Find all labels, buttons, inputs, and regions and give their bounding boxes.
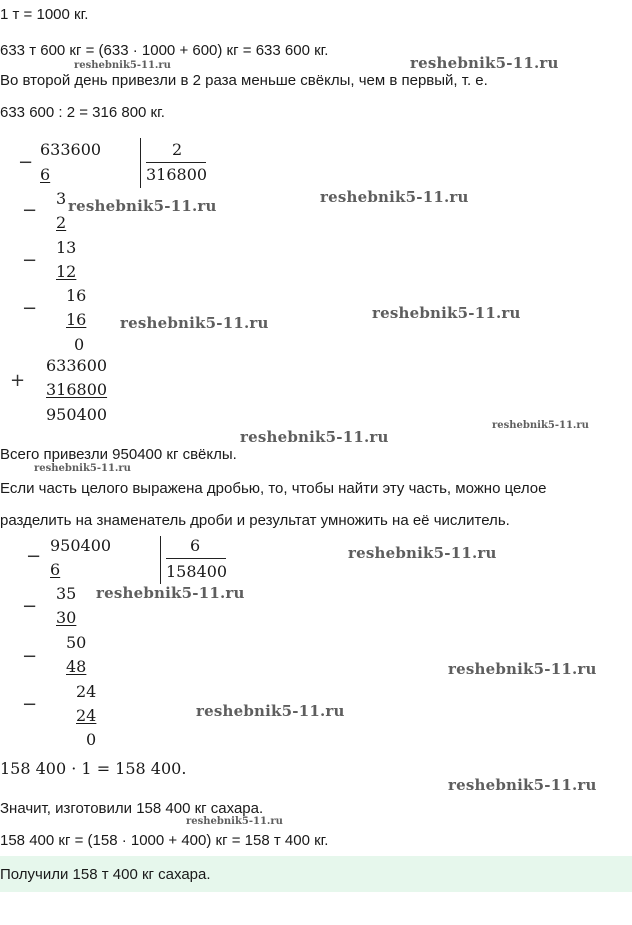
step-subtrahend: 12 [56, 262, 77, 281]
answer-text: Получили 158 т 400 кг сахара. [0, 866, 211, 883]
step-subtrahend: 16 [66, 310, 87, 329]
minus-sign: − [22, 250, 38, 271]
minus-sign: − [26, 546, 42, 567]
step-subtrahend: 6 [40, 165, 51, 184]
step-remainder: 35 [56, 584, 77, 603]
step-remainder: 24 [76, 682, 97, 701]
minus-sign: − [18, 152, 34, 173]
step-remainder: 3 [56, 189, 67, 208]
rule-text-2: разделить на знаменатель дроби и результат умножить на её числитель. [0, 512, 510, 529]
minus-sign: − [22, 596, 38, 617]
watermark: reshebnik5-11.ru [34, 463, 131, 474]
plus-sign: + [10, 370, 26, 391]
minus-sign: − [22, 200, 38, 221]
addend-1: 633600 [46, 356, 108, 375]
division-bar-vertical [140, 138, 141, 188]
step-subtrahend: 30 [56, 608, 77, 627]
step-subtrahend: 2 [56, 213, 67, 232]
step-final-remainder: 0 [74, 335, 85, 354]
fact-ton-kg: 1 т = 1000 кг. [0, 6, 89, 23]
step-remainder: 16 [66, 286, 87, 305]
divisor-1: 2 [172, 140, 183, 159]
meaning-text: Значит, изготовили 158 400 кг сахара. [0, 800, 264, 817]
step-remainder: 13 [56, 238, 77, 257]
watermark: reshebnik5-11.ru [448, 776, 597, 794]
watermark: reshebnik5-11.ru [372, 304, 521, 322]
step-subtrahend: 24 [76, 706, 97, 725]
division-bar-horizontal [146, 162, 206, 163]
watermark: reshebnik5-11.ru [186, 816, 283, 827]
total-text: Всего привезли 950400 кг свёклы. [0, 446, 237, 463]
watermark: reshebnik5-11.ru [348, 544, 497, 562]
division-result-line: 633 600 : 2 = 316 800 кг. [0, 104, 165, 121]
sum: 950400 [46, 405, 108, 424]
conversion-line: 633 т 600 кг = (633 · 1000 + 600) кг = 633 600 кг. [0, 42, 329, 59]
step-subtrahend: 48 [66, 657, 87, 676]
watermark: reshebnik5-11.ru [96, 584, 245, 602]
second-day-text: Во второй день привезли в 2 раза меньше свёклы, чем в первый, т. е. [0, 72, 488, 89]
quotient-1: 316800 [146, 165, 208, 184]
watermark: reshebnik5-11.ru [74, 60, 171, 71]
watermark: reshebnik5-11.ru [320, 188, 469, 206]
addend-2: 316800 [46, 380, 108, 399]
dividend-2: 950400 [50, 536, 112, 555]
dividend-1: 633600 [40, 140, 102, 159]
divisor-2: 6 [190, 536, 201, 555]
rule-text-1: Если часть целого выражена дробью, то, чтобы найти эту часть, можно целое [0, 480, 547, 497]
quotient-2: 158400 [166, 562, 228, 581]
multiplication-line: 158 400 · 1 = 158 400. [0, 759, 187, 778]
division-bar-horizontal [166, 558, 226, 559]
watermark: reshebnik5-11.ru [240, 428, 389, 446]
step-remainder: 50 [66, 633, 87, 652]
step-subtrahend: 6 [50, 560, 61, 579]
watermark: reshebnik5-11.ru [492, 420, 589, 431]
minus-sign: − [22, 694, 38, 715]
step-final-remainder: 0 [86, 730, 97, 749]
minus-sign: − [22, 298, 38, 319]
watermark: reshebnik5-11.ru [120, 314, 269, 332]
watermark: reshebnik5-11.ru [68, 197, 217, 215]
division-bar-vertical [160, 536, 161, 584]
minus-sign: − [22, 646, 38, 667]
watermark: reshebnik5-11.ru [448, 660, 597, 678]
watermark: reshebnik5-11.ru [410, 54, 559, 72]
watermark: reshebnik5-11.ru [196, 702, 345, 720]
convert-line: 158 400 кг = (158 · 1000 + 400) кг = 158 т 400 кг. [0, 832, 329, 849]
